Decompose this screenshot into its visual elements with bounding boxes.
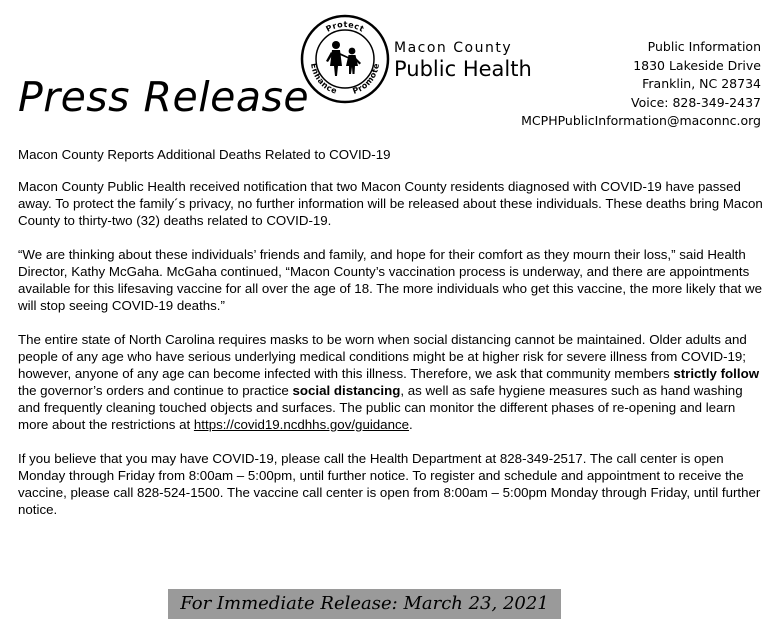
release-date-banner: For Immediate Release: March 23, 2021 — [168, 589, 561, 619]
logo-word-promote: Promote — [351, 62, 382, 96]
logo-word-enhance: Enhance — [308, 62, 339, 96]
organization-name — [394, 40, 532, 81]
macon-county-public-health-logo — [300, 14, 390, 104]
contact-street: 1830 Lakeside Drive — [633, 57, 761, 73]
organization-line-1: Macon County — [394, 40, 513, 56]
svg-text:Protect — [324, 20, 365, 34]
svg-text:Promote — [351, 62, 381, 96]
contact-city: Franklin, NC 28734 — [642, 76, 761, 91]
paragraph-3-text-1: The entire state of North Carolina requires masks to be worn when social distancing cannot be maintained. Older adults and people of any age who have serious underlying medical conditions might be at higher risk for severe illness from COVID-19; however, anyone of any age can become infected with this illness. Therefore, we ask that community members — [18, 332, 747, 381]
svg-text:Enhance — [309, 62, 339, 95]
logo-word-protect: Protect — [324, 19, 366, 34]
guidance-link[interactable]: https://covid19.ncdhhs.gov/guidance — [193, 417, 410, 432]
contact-phone: Voice: 828-349-2437 — [631, 94, 761, 110]
strictly-follow-bold: strictly follow — [673, 366, 760, 381]
contact-heading: Public Information — [647, 39, 761, 54]
subject-line: Macon County Reports Additional Deaths Related to COVID-19 — [18, 147, 391, 162]
contact-email: MCPHPublicInformation@maconnc.org — [521, 113, 761, 128]
paragraph-3-text-3: , as well as safe hygiene measures such as hand washing and frequently cleaning touched objects and surfaces. The public can monitor the different phases of re-opening and learn more about the restrictions at — [18, 383, 743, 432]
paragraph-2: “We are thinking about these individuals’ friends and family, and hope for their comfort as they mourn their loss,” said Health Director, Kathy McGaha. McGaha continued, “Macon County’s vaccination process is underway, and there are appointments available for this lifesaving vaccine for all over the age of 18. The more individuals who get this vaccine, the more likely that we will stop seeing COVID-19 deaths.” — [18, 247, 763, 313]
page-title: Press Release — [18, 73, 310, 121]
contact-block — [521, 38, 761, 131]
press-release-body — [18, 146, 764, 535]
paragraph-3-text-2: the governor’s orders and continue to practice — [18, 383, 293, 398]
paragraph-4: If you believe that you may have COVID-19, please call the Health Department at 828-349-2517. The call center is open Monday through Friday from 8:00am – 5:00pm, until further notice. To register and schedule and appointment to receive the vaccine, please call 828-524-1500. The vaccine call center is open from 8:00am – 5:00pm Monday through Friday, until further notice. — [18, 451, 761, 517]
family-silhouette-icon — [326, 41, 361, 76]
social-distancing-bold: social distancing — [292, 383, 401, 398]
organization-line-2: Public Health — [394, 57, 532, 81]
paragraph-1: Macon County Public Health received notification that two Macon County residents diagnosed with COVID-19 have passed away. To protect the family´s privacy, no further information will be released about these individuals. These deaths bring Macon County to thirty-two (32) deaths related to COVID-19. — [18, 179, 763, 228]
paragraph-3-text-4: . — [409, 417, 413, 432]
paragraph-3 — [18, 331, 764, 433]
